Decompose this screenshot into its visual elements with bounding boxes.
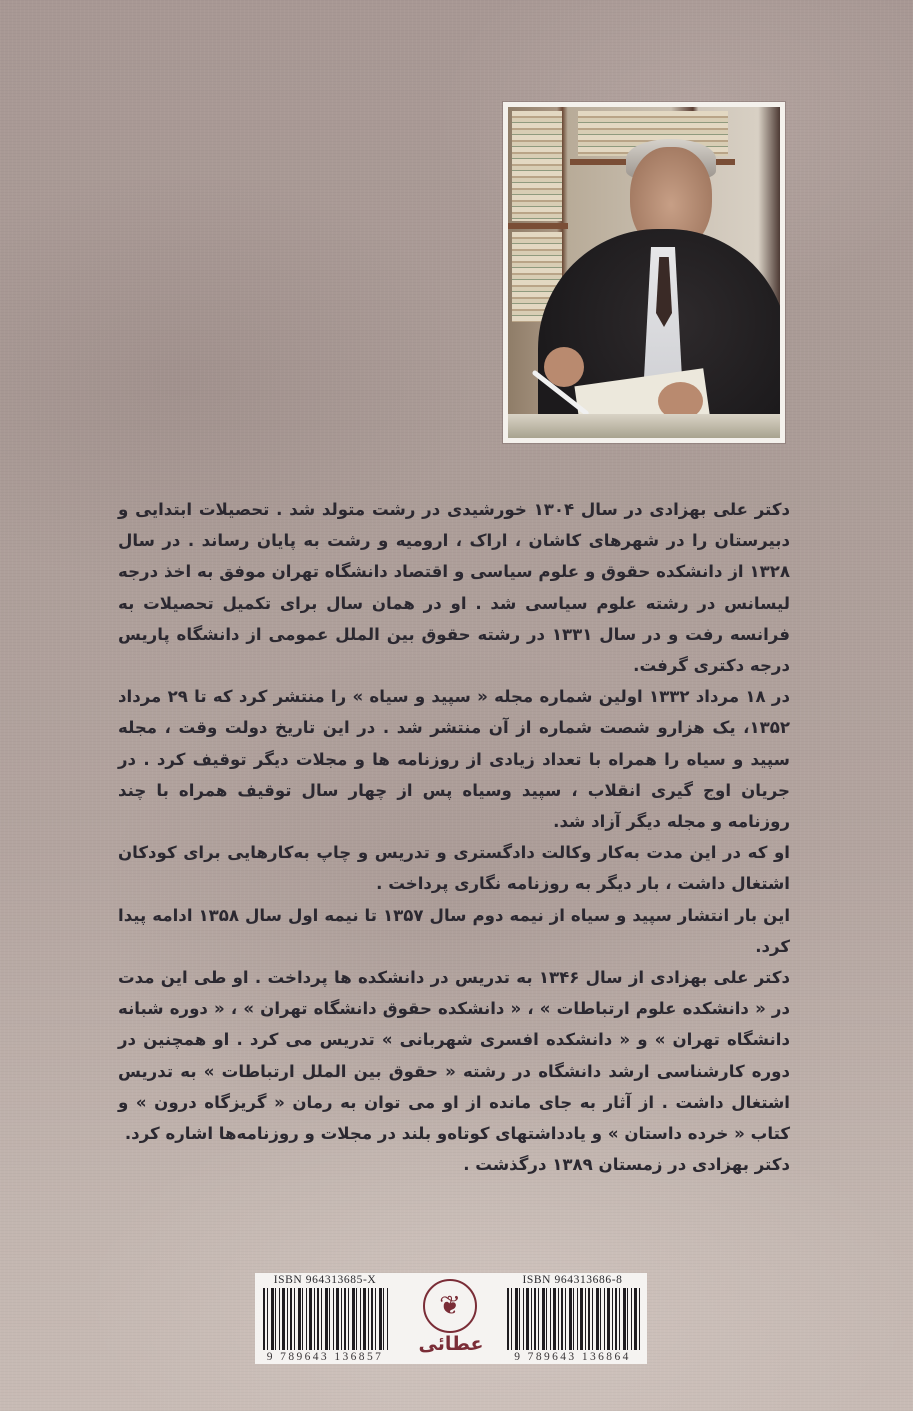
isbn-label: ISBN 964313686-8 (522, 1274, 623, 1286)
ean-digits: 9 789643 136864 (501, 1351, 644, 1363)
bio-paragraph: او که در این مدت به‌کار وکالت دادگستری و تدریس و چاپ به‌کارهایی برای کودکان اشتغال داشت ، بار دیگر به روزنامه نگاری پرداخت . (118, 843, 790, 894)
barcode-bars (263, 1288, 389, 1350)
bio-paragraph: دکتر علی بهزادی در سال ۱۳۰۴ خورشیدی در رشت متولد شد . تحصیلات ابتدایی و دبیرستان را در شهرهای کاشان ، اراک ، ارومیه و رشت به پایان رساند . در سال ۱۳۲۸ از دانشکده حقوق و علوم سیاسی و اقتصاد دانشگاه تهران موفق به اخذ درجه لیسانس در رشته علوم سیاسی شد . او در همان سال برای تکمیل تحصیلات به فرانسه رفت و در سال ۱۳۳۱ در رشته حقوق بین الملل عمومی از دانشگاه پاریس درجه دکتری گرفت. (118, 500, 790, 676)
barcode-right (501, 1273, 644, 1364)
barcode-strip (255, 1273, 647, 1364)
isbn-label: ISBN 964313685-X (273, 1274, 377, 1286)
bio-paragraph: این بار انتشار سپید و سیاه از نیمه دوم سال ۱۳۵۷ تا نیمه اول سال ۱۳۵۸ ادامه پیدا کرد. (118, 905, 791, 956)
author-biography (118, 494, 790, 1180)
desk (508, 414, 780, 438)
publisher-logo (413, 1277, 489, 1362)
bio-paragraph: در ۱۸ مرداد ۱۳۳۲ اولین شماره مجله « سپید و سیاه » را منتشر کرد که تا ۲۹ مرداد ۱۳۵۲، یک هزارو شصت شماره از آن منتشر شد . در این تاریخ دولت وقت ، مجله سپید و سیاه را همراه با تعداد زیادی از روزنامه ها و مجلات دیگر توقیف کرد . در جریان اوج گیری انقلاب ، سپید وسیاه پس از چهار سال توقیف همراه با چند روزنامه و مجله دیگر آزاد شد. (118, 687, 790, 832)
publisher-name: عطائی (418, 1333, 484, 1355)
barcode-left (257, 1273, 393, 1364)
shelf-plank (508, 223, 568, 229)
barcode-bars (507, 1288, 640, 1350)
author-photo (503, 102, 785, 443)
bio-paragraph: دکتر علی بهزادی از سال ۱۳۴۶ به تدریس در دانشکده ها پرداخت . او طی این مدت در « دانشکده علوم ارتباطات » ، « دانشکده حقوق دانشگاه تهران » ، « دوره شبانه دانشگاه تهران » و « دانشکده افسری شهربانی » تدریس می کرد . او همچنین در دوره کارشناسی ارشد دانشگاه در رشته « حقوق بین الملل ارتباطات » به تدریس اشتغال داشت . از آثار به جای مانده از او می توان به رمان « گریزگاه درون » و کتاب « خرده داستان » و یادداشتهای کوتاه‌و بلند در مجلات و روزنامه‌ها اشاره کرد. (118, 968, 790, 1144)
publisher-emblem-icon: ❦ (423, 1279, 477, 1333)
ean-digits: 9 789643 136857 (257, 1351, 393, 1363)
author-portrait-image (508, 107, 780, 438)
bio-paragraph: دکتر بهزادی در زمستان ۱۳۸۹ درگذشت . (463, 1155, 790, 1175)
bookshelf-left (512, 111, 562, 221)
